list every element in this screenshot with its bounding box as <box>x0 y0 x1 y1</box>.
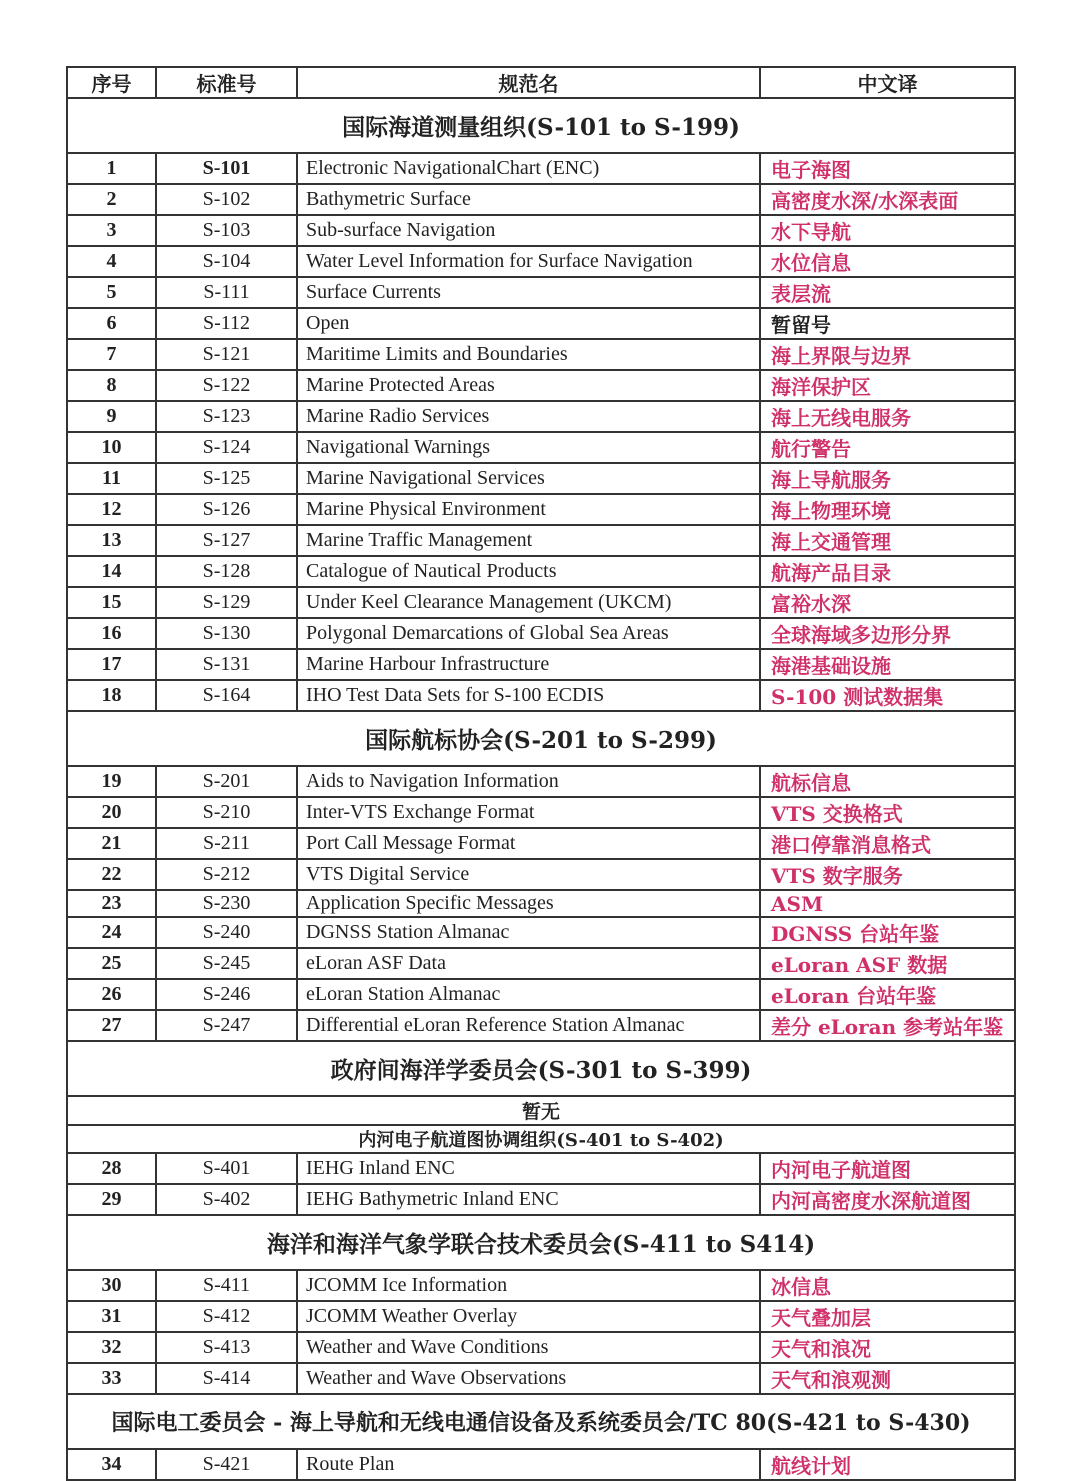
row-chinese-translation: 航海产品目录 <box>760 556 1015 587</box>
table-row <box>67 1363 1015 1394</box>
row-chinese-translation: 航行警告 <box>760 432 1015 463</box>
row-spec-name: Inter-VTS Exchange Format <box>297 797 760 828</box>
row-spec-name: Marine Protected Areas <box>297 370 760 401</box>
table-row <box>67 401 1015 432</box>
row-standard-number: S-210 <box>156 797 297 828</box>
row-spec-name: eLoran Station Almanac <box>297 979 760 1010</box>
table-body <box>67 98 1015 1480</box>
row-standard-number: S-246 <box>156 979 297 1010</box>
row-chinese-translation: 海上界限与边界 <box>760 339 1015 370</box>
row-spec-name: eLoran ASF Data <box>297 948 760 979</box>
table-row <box>67 618 1015 649</box>
table-row <box>67 215 1015 246</box>
row-serial: 13 <box>67 525 156 556</box>
row-spec-name: Route Plan <box>297 1449 760 1480</box>
row-standard-number: S-129 <box>156 587 297 618</box>
row-chinese-translation: 海上物理环境 <box>760 494 1015 525</box>
table-row <box>67 890 1015 917</box>
table-row <box>67 1301 1015 1332</box>
row-chinese-translation: DGNSS 台站年鉴 <box>760 917 1015 948</box>
row-serial: 15 <box>67 587 156 618</box>
table-row <box>67 339 1015 370</box>
section-title: 暂无 <box>67 1096 1015 1125</box>
row-standard-number: S-103 <box>156 215 297 246</box>
row-serial: 31 <box>67 1301 156 1332</box>
row-standard-number: S-121 <box>156 339 297 370</box>
row-spec-name: Navigational Warnings <box>297 432 760 463</box>
row-spec-name: Electronic NavigationalChart (ENC) <box>297 153 760 184</box>
row-chinese-translation: 天气和浪观测 <box>760 1363 1015 1394</box>
row-chinese-translation: 天气和浪况 <box>760 1332 1015 1363</box>
row-standard-number: S-401 <box>156 1153 297 1184</box>
section-header <box>67 98 1015 153</box>
row-serial: 30 <box>67 1270 156 1301</box>
header-row <box>67 67 1015 98</box>
table-row <box>67 432 1015 463</box>
row-standard-number: S-201 <box>156 766 297 797</box>
section-title: 内河电子航道图协调组织(S-401 to S-402) <box>67 1125 1015 1153</box>
row-chinese-translation: eLoran ASF 数据 <box>760 948 1015 979</box>
header-chinese-translation: 中文译 <box>760 67 1015 98</box>
row-chinese-translation: 航线计划 <box>760 1449 1015 1480</box>
row-chinese-translation: 表层流 <box>760 277 1015 308</box>
section-header <box>67 1215 1015 1270</box>
row-spec-name: JCOMM Ice Information <box>297 1270 760 1301</box>
table-row <box>67 979 1015 1010</box>
row-spec-name: DGNSS Station Almanac <box>297 917 760 948</box>
table-row <box>67 828 1015 859</box>
row-serial: 33 <box>67 1363 156 1394</box>
row-serial: 18 <box>67 680 156 711</box>
table-row <box>67 246 1015 277</box>
section-header <box>67 1096 1015 1125</box>
table-row <box>67 370 1015 401</box>
row-standard-number: S-413 <box>156 1332 297 1363</box>
row-serial: 4 <box>67 246 156 277</box>
row-spec-name: Surface Currents <box>297 277 760 308</box>
table-row <box>67 277 1015 308</box>
row-chinese-translation: 富裕水深 <box>760 587 1015 618</box>
row-standard-number: S-128 <box>156 556 297 587</box>
row-chinese-translation: 海上交通管理 <box>760 525 1015 556</box>
table-row <box>67 556 1015 587</box>
row-serial: 24 <box>67 917 156 948</box>
table-row <box>67 494 1015 525</box>
row-serial: 5 <box>67 277 156 308</box>
row-chinese-translation: 内河高密度水深航道图 <box>760 1184 1015 1215</box>
row-serial: 10 <box>67 432 156 463</box>
row-standard-number: S-127 <box>156 525 297 556</box>
row-chinese-translation: 海港基础设施 <box>760 649 1015 680</box>
table-row <box>67 797 1015 828</box>
row-serial: 11 <box>67 463 156 494</box>
row-spec-name: IHO Test Data Sets for S-100 ECDIS <box>297 680 760 711</box>
row-standard-number: S-211 <box>156 828 297 859</box>
row-standard-number: S-245 <box>156 948 297 979</box>
section-title: 政府间海洋学委员会(S-301 to S-399) <box>67 1041 1015 1096</box>
row-serial: 27 <box>67 1010 156 1041</box>
row-spec-name: Bathymetric Surface <box>297 184 760 215</box>
header-spec-name: 规范名 <box>297 67 760 98</box>
section-title: 国际海道测量组织(S-101 to S-199) <box>67 98 1015 153</box>
row-spec-name: Port Call Message Format <box>297 828 760 859</box>
row-standard-number: S-164 <box>156 680 297 711</box>
row-serial: 2 <box>67 184 156 215</box>
row-serial: 25 <box>67 948 156 979</box>
row-spec-name: Catalogue of Nautical Products <box>297 556 760 587</box>
row-standard-number: S-240 <box>156 917 297 948</box>
row-spec-name: Marine Navigational Services <box>297 463 760 494</box>
row-chinese-translation: 差分 eLoran 参考站年鉴 <box>760 1010 1015 1041</box>
row-spec-name: Application Specific Messages <box>297 890 760 917</box>
table-row <box>67 1010 1015 1041</box>
table-row <box>67 680 1015 711</box>
row-serial: 3 <box>67 215 156 246</box>
row-serial: 20 <box>67 797 156 828</box>
table-row <box>67 1270 1015 1301</box>
row-chinese-translation: VTS 数字服务 <box>760 859 1015 890</box>
row-serial: 16 <box>67 618 156 649</box>
table-row <box>67 308 1015 339</box>
row-serial: 14 <box>67 556 156 587</box>
row-standard-number: S-412 <box>156 1301 297 1332</box>
row-chinese-translation: 水位信息 <box>760 246 1015 277</box>
row-serial: 28 <box>67 1153 156 1184</box>
row-serial: 29 <box>67 1184 156 1215</box>
row-spec-name: JCOMM Weather Overlay <box>297 1301 760 1332</box>
row-serial: 19 <box>67 766 156 797</box>
row-standard-number: S-111 <box>156 277 297 308</box>
row-spec-name: Sub-surface Navigation <box>297 215 760 246</box>
row-standard-number: S-402 <box>156 1184 297 1215</box>
row-standard-number: S-130 <box>156 618 297 649</box>
row-serial: 34 <box>67 1449 156 1480</box>
row-standard-number: S-123 <box>156 401 297 432</box>
row-standard-number: S-247 <box>156 1010 297 1041</box>
section-header <box>67 1041 1015 1096</box>
row-chinese-translation: 全球海域多边形分界 <box>760 618 1015 649</box>
section-title: 国际航标协会(S-201 to S-299) <box>67 711 1015 766</box>
row-standard-number: S-101 <box>156 153 297 184</box>
row-standard-number: S-126 <box>156 494 297 525</box>
row-standard-number: S-104 <box>156 246 297 277</box>
table-row <box>67 859 1015 890</box>
row-chinese-translation: 航标信息 <box>760 766 1015 797</box>
row-spec-name: VTS Digital Service <box>297 859 760 890</box>
table-row <box>67 1153 1015 1184</box>
standards-table <box>66 66 1016 1481</box>
section-title: 海洋和海洋气象学联合技术委员会(S-411 to S414) <box>67 1215 1015 1270</box>
row-standard-number: S-125 <box>156 463 297 494</box>
row-serial: 17 <box>67 649 156 680</box>
header-serial: 序号 <box>67 67 156 98</box>
table-row <box>67 153 1015 184</box>
row-standard-number: S-212 <box>156 859 297 890</box>
row-serial: 6 <box>67 308 156 339</box>
row-serial: 32 <box>67 1332 156 1363</box>
row-spec-name: Maritime Limits and Boundaries <box>297 339 760 370</box>
row-serial: 22 <box>67 859 156 890</box>
row-chinese-translation: 冰信息 <box>760 1270 1015 1301</box>
row-spec-name: Marine Physical Environment <box>297 494 760 525</box>
row-standard-number: S-124 <box>156 432 297 463</box>
row-spec-name: IEHG Bathymetric Inland ENC <box>297 1184 760 1215</box>
row-chinese-translation: 暂留号 <box>760 308 1015 339</box>
row-spec-name: Marine Harbour Infrastructure <box>297 649 760 680</box>
row-serial: 8 <box>67 370 156 401</box>
row-spec-name: Marine Radio Services <box>297 401 760 432</box>
row-chinese-translation: 内河电子航道图 <box>760 1153 1015 1184</box>
table-row <box>67 1332 1015 1363</box>
section-header <box>67 711 1015 766</box>
row-serial: 12 <box>67 494 156 525</box>
table-row <box>67 587 1015 618</box>
row-chinese-translation: eLoran 台站年鉴 <box>760 979 1015 1010</box>
section-header <box>67 1394 1015 1449</box>
header-standard-number: 标准号 <box>156 67 297 98</box>
row-standard-number: S-230 <box>156 890 297 917</box>
row-chinese-translation: 高密度水深/水深表面 <box>760 184 1015 215</box>
row-serial: 7 <box>67 339 156 370</box>
row-spec-name: Water Level Information for Surface Navigation <box>297 246 760 277</box>
row-chinese-translation: 水下导航 <box>760 215 1015 246</box>
row-standard-number: S-122 <box>156 370 297 401</box>
row-spec-name: Differential eLoran Reference Station Almanac <box>297 1010 760 1041</box>
row-spec-name: Polygonal Demarcations of Global Sea Areas <box>297 618 760 649</box>
row-spec-name: Weather and Wave Observations <box>297 1363 760 1394</box>
row-standard-number: S-131 <box>156 649 297 680</box>
row-standard-number: S-411 <box>156 1270 297 1301</box>
row-spec-name: Open <box>297 308 760 339</box>
row-chinese-translation: 天气叠加层 <box>760 1301 1015 1332</box>
table-row <box>67 1184 1015 1215</box>
row-chinese-translation: ASM <box>760 890 1015 917</box>
row-serial: 26 <box>67 979 156 1010</box>
row-standard-number: S-414 <box>156 1363 297 1394</box>
row-serial: 21 <box>67 828 156 859</box>
row-standard-number: S-102 <box>156 184 297 215</box>
table-row <box>67 463 1015 494</box>
table-row <box>67 649 1015 680</box>
table-row <box>67 948 1015 979</box>
row-spec-name: IEHG Inland ENC <box>297 1153 760 1184</box>
row-chinese-translation: 海洋保护区 <box>760 370 1015 401</box>
row-chinese-translation: 电子海图 <box>760 153 1015 184</box>
row-spec-name: Weather and Wave Conditions <box>297 1332 760 1363</box>
row-standard-number: S-112 <box>156 308 297 339</box>
section-header <box>67 1125 1015 1153</box>
table-row <box>67 525 1015 556</box>
table-row <box>67 184 1015 215</box>
row-chinese-translation: 海上导航服务 <box>760 463 1015 494</box>
row-chinese-translation: 海上无线电服务 <box>760 401 1015 432</box>
row-spec-name: Under Keel Clearance Management (UKCM) <box>297 587 760 618</box>
row-spec-name: Aids to Navigation Information <box>297 766 760 797</box>
row-chinese-translation: 港口停靠消息格式 <box>760 828 1015 859</box>
table-row <box>67 1449 1015 1480</box>
row-chinese-translation: VTS 交换格式 <box>760 797 1015 828</box>
row-serial: 9 <box>67 401 156 432</box>
row-spec-name: Marine Traffic Management <box>297 525 760 556</box>
row-serial: 23 <box>67 890 156 917</box>
table-row <box>67 766 1015 797</box>
row-chinese-translation: S-100 测试数据集 <box>760 680 1015 711</box>
row-serial: 1 <box>67 153 156 184</box>
section-title: 国际电工委员会 - 海上导航和无线电通信设备及系统委员会/TC 80(S-421 to S-430) <box>67 1394 1015 1449</box>
row-standard-number: S-421 <box>156 1449 297 1480</box>
table-row <box>67 917 1015 948</box>
